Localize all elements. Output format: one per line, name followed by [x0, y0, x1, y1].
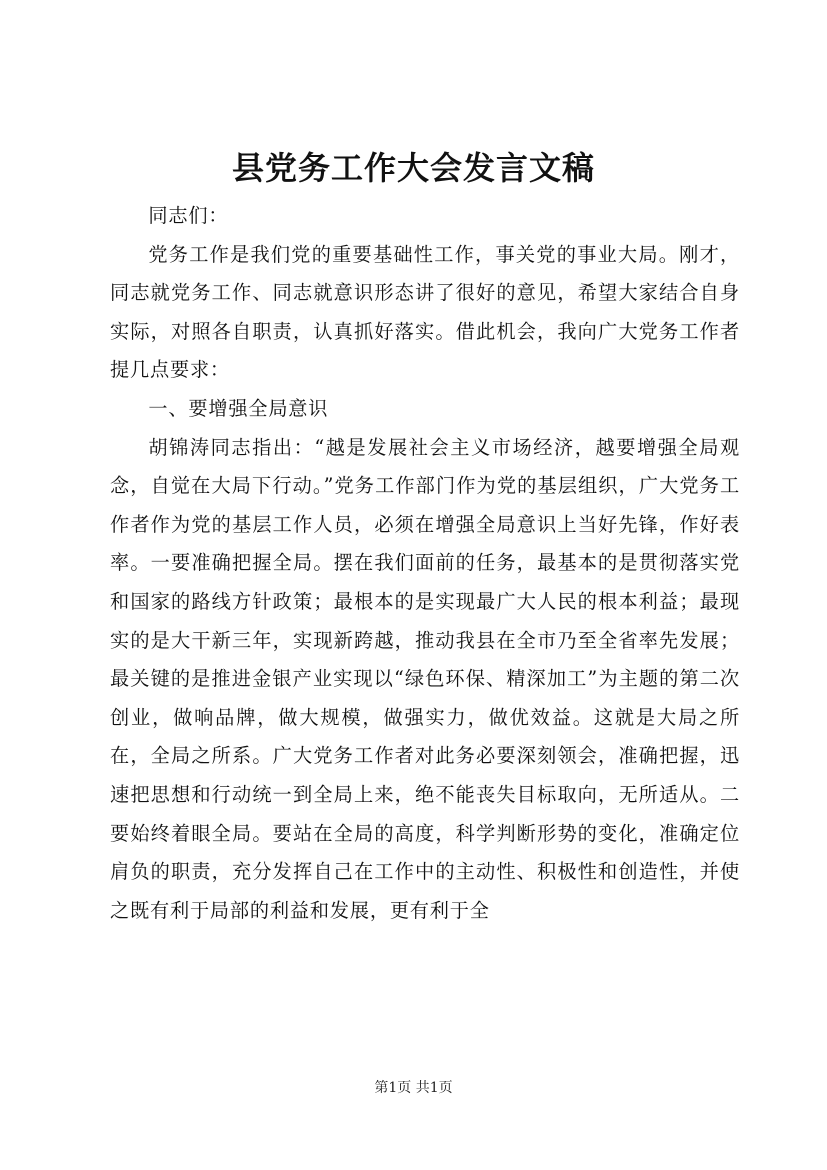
intro-paragraph: 党务工作是我们党的重要基础性工作，事关党的事业大局。刚才，同志就党务工作、同志就意识形态讲了很好的意见，希望大家结合自身实际，对照各自职责，认真抓好落实。借此机会，我向广大党务工作者提几点要求：	[110, 242, 740, 382]
salutation-paragraph: 同志们：	[148, 204, 229, 227]
page-footer: 第1页 共1页	[374, 1080, 453, 1096]
document-body	[110, 197, 740, 930]
section-heading: 一、要增强全局意识	[148, 396, 329, 420]
body-paragraph: 胡锦涛同志指出：“越是发展社会主义市场经济，越要增强全局观念，自觉在大局下行动。”党务工作部门作为党的基层组织，广大党务工作者作为党的基层工作人员，必须在增强全局意识上当好先锋，作好表率。一要准确把握全局。摆在我们面前的任务，最基本的是贯彻落实党和国家的路线方针政策；最根本的是实现最广大人民的根本利益；最现实的是大干新三年，实现新跨越，推动我县在全市乃至全省率先发展；最关键的是推进金银产业实现以“绿色环保、精深加工”为主题的第二次创业，做响品牌，做大规模，做强实力，做优效益。这就是大局之所在，全局之所系。广大党务工作者对此务必要深刻领会，准确把握，迅速把思想和行动统一到全局上来，绝不能丧失目标取向，无所适从。二要始终着眼全局。要站在全局的高度，科学判断形势的变化，准确定位肩负的职责，充分发挥自己在工作中的主动性、积极性和创造性，并使之既有利于局部的利益和发展，更有利于全	[110, 435, 740, 922]
document-title: 县党务工作大会发言文稿	[231, 149, 595, 187]
